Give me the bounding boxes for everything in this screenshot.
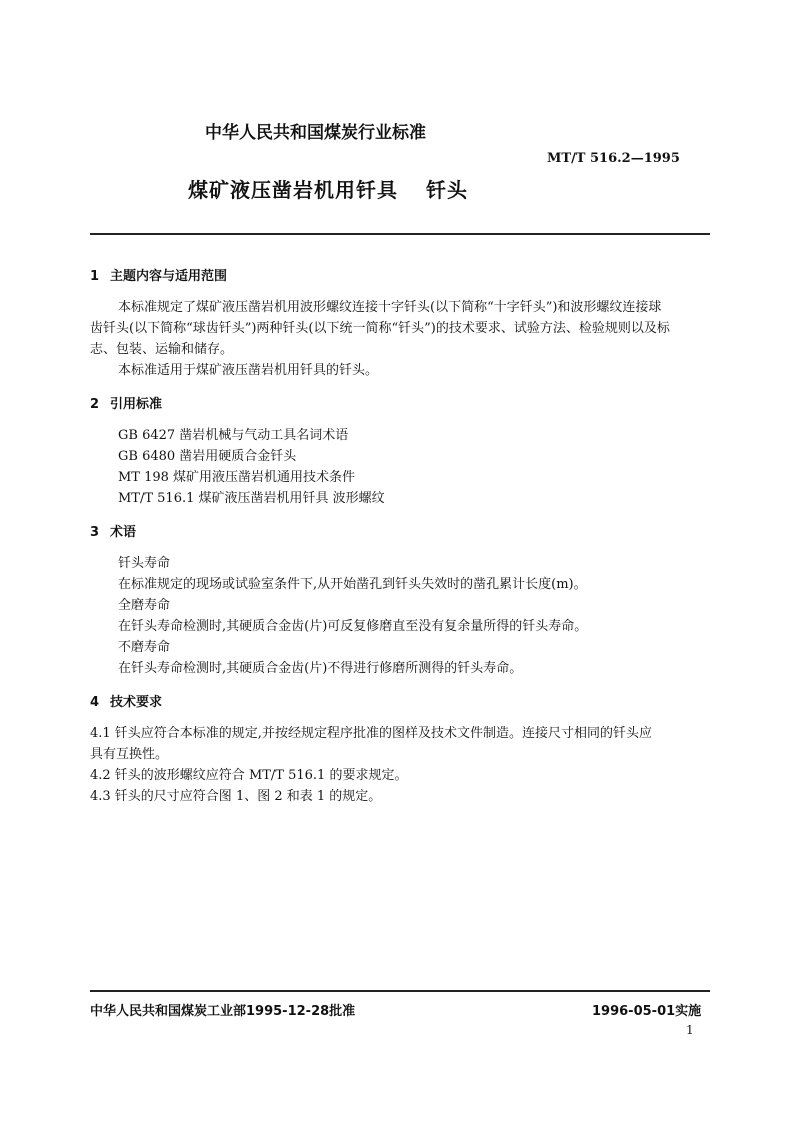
term-full-grind-life: 全磨寿命 — [118, 598, 171, 613]
section-3-heading: 3 术语 — [90, 525, 137, 540]
definition-bit-life: 在标准规定的现场或试验室条件下,从开始凿孔到钎头失效时的凿孔累计长度(m)。 — [118, 577, 587, 592]
section-4-heading: 4 技术要求 — [90, 695, 163, 710]
section-2-heading: 2 引用标准 — [90, 397, 163, 412]
title-sub: 钎头 — [426, 178, 468, 202]
footer-divider — [90, 990, 710, 992]
term-bit-life: 钎头寿命 — [118, 556, 171, 571]
reference-item: GB 6480 凿岩用硬质合金钎头 — [118, 449, 297, 464]
section-1-para-line-3: 志、包装、运输和储存。 — [90, 342, 234, 357]
issuing-organization: 中华人民共和国煤炭行业标准 — [205, 123, 426, 143]
section-1-para-line-2: 齿钎头(以下简称“球齿钎头”)两种钎头(以下统一简称“钎头”)的技术要求、试验方法、检验规则以及标 — [90, 321, 670, 336]
standard-code: MT/T 516.2—1995 — [547, 151, 680, 166]
page-number: 1 — [686, 1023, 694, 1037]
section-1-heading: 1 主题内容与适用范围 — [90, 269, 228, 284]
document-title — [188, 174, 468, 203]
clause-4-1-line-1: 4.1 钎头应符合本标准的规定,并按经规定程序批准的图样及技术文件制造。连接尺寸相同的钎头应 — [90, 726, 652, 741]
approval-date: 中华人民共和国煤炭工业部1995-12-28批准 — [90, 1004, 356, 1019]
header-divider — [90, 233, 710, 235]
title-main: 煤矿液压凿岩机用钎具 — [188, 178, 398, 202]
clause-4-1-line-2: 具有互换性。 — [90, 747, 169, 762]
clause-4-3: 4.3 钎头的尺寸应符合图 1、图 2 和表 1 的规定。 — [90, 789, 382, 804]
term-no-grind-life: 不磨寿命 — [118, 640, 171, 655]
definition-full-grind-life: 在钎头寿命检测时,其硬质合金齿(片)可反复修磨直至没有复余量所得的钎头寿命。 — [118, 619, 588, 634]
reference-item: MT/T 516.1 煤矿液压凿岩机用钎具 波形螺纹 — [118, 491, 385, 506]
reference-item: GB 6427 凿岩机械与气动工具名词术语 — [118, 428, 349, 443]
reference-item: MT 198 煤矿用液压凿岩机通用技术条件 — [118, 470, 356, 485]
section-1-para-line-1: 本标准规定了煤矿液压凿岩机用波形螺纹连接十字钎头(以下简称“十字钎头”)和波形螺纹连接球 — [118, 300, 662, 315]
definition-no-grind-life: 在钎头寿命检测时,其硬质合金齿(片)不得进行修磨所测得的钎头寿命。 — [118, 661, 523, 676]
effective-date: 1996-05-01实施 — [592, 1004, 702, 1019]
section-1-scope: 本标准适用于煤矿液压凿岩机用钎具的钎头。 — [118, 363, 379, 378]
clause-4-2: 4.2 钎头的波形螺纹应符合 MT/T 516.1 的要求规定。 — [90, 768, 408, 783]
